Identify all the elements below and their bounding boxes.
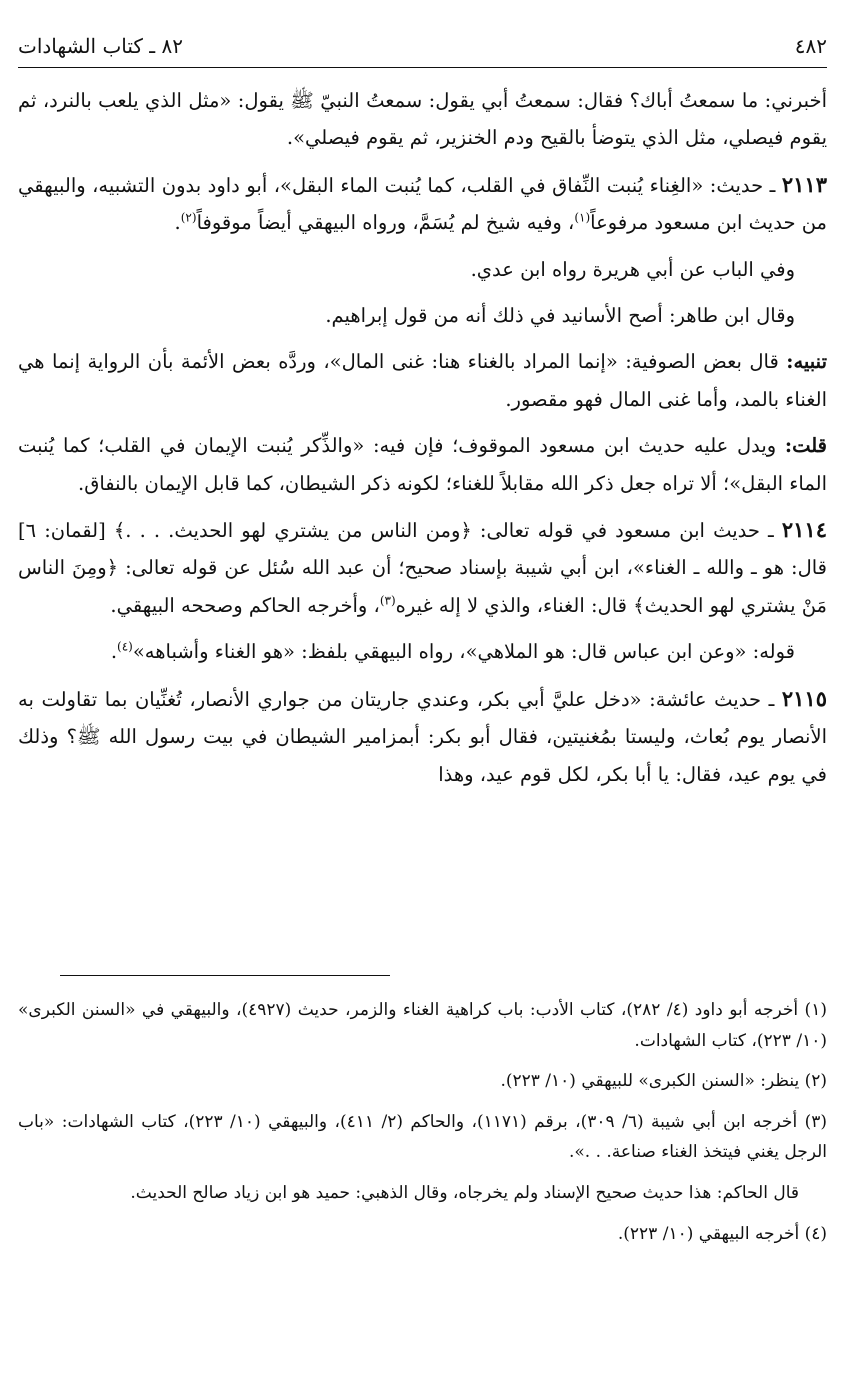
hadith-2115: ٢١١٥ ـ حديث عائشة: «دخل عليَّ أبي بكر، وعندي جاريتان من جواري الأنصار، تُغنِّيان بما تقاولت به الأنصار يوم بُعاث، وليستا بمُغنيتين، فقال أبو بكر: أبمزامير الشيطان في بيت رسول الله ﷺ؟ وذلك في يوم عيد، فقال: يا أبا بكر، لكل قوم عيد، وهذا bbox=[18, 685, 827, 786]
running-title: ٨٢ ـ كتاب الشهادات bbox=[18, 34, 183, 58]
header-rule bbox=[18, 67, 827, 68]
paragraph-ibn-tahir: وقال ابن طاهر: أصح الأسانيد في ذلك أنه من قول إبراهيم. bbox=[325, 304, 795, 328]
page-header bbox=[18, 34, 827, 68]
footnote-4: (٤) أخرجه البيهقي (١٠/ ٢٢٣). bbox=[617, 1223, 827, 1244]
hadith-number: ٢١١٣ bbox=[781, 171, 827, 197]
hadith-number: ٢١١٥ bbox=[781, 685, 827, 711]
footnote-ref: (٣) bbox=[379, 593, 396, 608]
footnote-3: (٣) أخرجه ابن أبي شيبة (٦/ ٣٠٩)، برقم (١١٧١)، والحاكم (٢/ ٤١١)، والبيهقي (١٠/ ٢٢٣)، كتاب الشهادات: «باب الرجل يغني فيتخذ الغناء صناعة. . .». bbox=[18, 1111, 827, 1163]
paragraph-tanbih: تنبيه: قال بعض الصوفية: «إنما المراد بالغناء هنا: غنى المال»، وردَّه بعض الأئمة بأن الرواية إنما هي الغناء بالمد، وأما غنى المال فهو مقصور. bbox=[18, 350, 827, 411]
footnotes bbox=[18, 995, 827, 1259]
footnote-ref: (١) bbox=[574, 210, 591, 225]
main-text bbox=[18, 82, 827, 970]
paragraph-ibn-abbas: قوله: «وعن ابن عباس قال: هو الملاهي»، رواه البيهقي بلفظ: «هو الغناء وأشباهه»$^{(٤)}$. bbox=[110, 639, 795, 664]
footnote-2: (٢) ينظر: «السنن الكبرى» للبيهقي (١٠/ ٢٢٣). bbox=[500, 1071, 827, 1092]
hadith-2114: ٢١١٤ ـ حديث ابن مسعود في قوله تعالى: ﴿ومن الناس من يشتري لهو الحديث. . . .﴾ [لقمان: ٦] قال: هو ـ والله ـ الغناء»، ابن أبي شيبة بإسناد صحيح؛ أن عبد الله سُئل عن قوله تعالى: ﴿ومِنَ الناس مَنْ يشتري لهو الحديث﴾ قال: الغناء، والذي لا إله غيره$^{(٣)}$، وأخرجه الحاكم وصححه البيهقي. bbox=[18, 517, 827, 617]
note-label: قلت: bbox=[784, 434, 827, 458]
footnote-ref: (٢) bbox=[180, 210, 197, 225]
footnote-1: (١) أخرجه أبو داود (٤/ ٢٨٢)، كتاب الأدب: باب كراهية الغناء والزمر، حديث (٤٩٢٧)، والبيهقي في «السنن الكبرى» (١٠/ ٢٢٣)، كتاب الشهادات. bbox=[18, 1000, 827, 1051]
footnote-3-comment: قال الحاكم: هذا حديث صحيح الإسناد ولم يخرجاه، وقال الذهبي: حميد هو ابن زياد صالح الحديث. bbox=[130, 1182, 799, 1203]
paragraph-qultu: قلت: ويدل عليه حديث ابن مسعود الموقوف؛ فإن فيه: «والذِّكر يُنبت الإيمان في القلب؛ كما يُنبت الماء البقل»؛ ألا تراه جعل ذكر الله مقابلاً للغناء؛ لكونه ذكر الشيطان، كما قابل الإيمان بالنفاق. bbox=[18, 434, 827, 495]
hadith-number: ٢١١٤ bbox=[781, 517, 827, 543]
paragraph-intro: أخبرني: ما سمعتُ أباك؟ فقال: سمعتُ أبي يقول: سمعتُ النبيّ ﷺ يقول: «مثل الذي يلعب بالنرد، ثم يقوم فيصلي، مثل الذي يتوضأ بالقيح ودم الخنزير، ثم يقوم فيصلي». bbox=[18, 89, 827, 150]
hadith-2113: ٢١١٣ ـ حديث: «الغِناء يُنبت النِّفاق في القلب، كما يُنبت الماء البقل»، أبو داود بدون التشبيه، والبيهقي من حديث ابن مسعود مرفوعاً$^{(١)}$، وفيه شيخ لم يُسَمَّ، ورواه البيهقي أيضاً موقوفاً$^{(٢)}$. bbox=[18, 171, 827, 235]
paragraph-abu-hurayra: وفي الباب عن أبي هريرة رواه ابن عدي. bbox=[470, 257, 795, 281]
footnote-ref: (٤) bbox=[117, 639, 133, 654]
page-number: ٤٨٢ bbox=[794, 34, 827, 58]
note-label: تنبيه: bbox=[786, 350, 827, 374]
footnote-separator bbox=[60, 975, 390, 976]
